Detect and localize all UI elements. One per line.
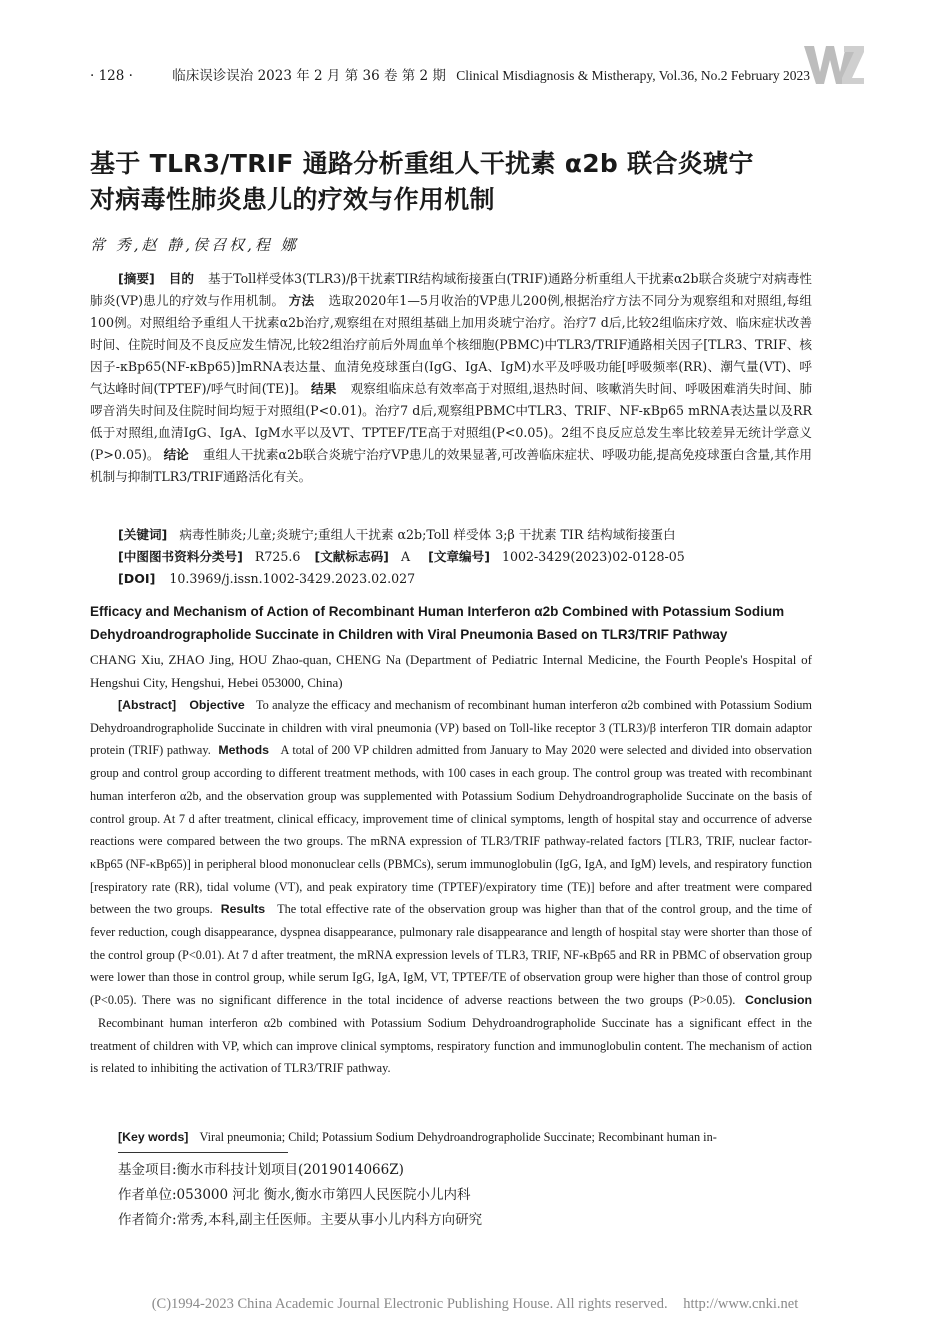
methods-text: 选取2020年1—5月收治的VP患儿200例,根据治疗方法不同分为观察组和对照组,每组100例。对照组给予重组人干扰素α2b治疗,观察组在对照组基础上加用炎琥宁治疗。治疗7 d后,比较2组临床疗效、临床症状改善时间、住院时间及不良反应发生情况,比较2组治疗前后外周血单个核细胞(PBMC)中TLR3/TRIF通路相关因子[TLR3、TRIF、核因子-κBp65(NF-κBp65)]mRNA表达量、血清免疫球蛋白(IgG、IgA、IgM)水平及呼吸功能[呼吸频率(RR)、潮气量(VT)、呼气达峰时间(TPTEF)/呼气时间(TE)]。	[90, 293, 812, 396]
journal-name-cn: 临床误诊误治 2023 年 2 月 第 36 卷 第 2 期	[172, 68, 446, 84]
footnote-bio: 作者简介:常秀,本科,副主任医师。主要从事小儿内科方向研究	[118, 1212, 483, 1228]
footnote-fund: 基金项目:衡水市科技计划项目(2019014066Z)	[118, 1162, 404, 1178]
abstract-label: [摘要]	[118, 271, 155, 286]
keywords-en-label: [Key words]	[118, 1130, 189, 1144]
authors-en: CHANG Xiu, ZHAO Jing, HOU Zhao-quan, CHENG Na (Department of Pediatric Internal Medicine, the Fourth People's Hospital of Hengshui City, Hengshui, Hebei 053000, China)	[90, 652, 812, 690]
methods-label: 方法	[288, 293, 315, 308]
article-number-value: 1002-3429(2023)02-0128-05	[501, 549, 685, 564]
methods-en-label: Methods	[218, 743, 269, 758]
running-header	[90, 64, 830, 84]
copyright-line	[0, 1296, 950, 1313]
classification-line	[118, 546, 818, 568]
abstract-en	[90, 694, 812, 1080]
cnki-link[interactable]: http://www.cnki.net	[683, 1296, 799, 1312]
keywords-en-text: Viral pneumonia; Child; Potassium Sodium Dehydroandrographolide Succinate; Recombinant human in-	[199, 1130, 717, 1144]
conclusion-label: 结论	[163, 447, 189, 462]
objective-en-label: Objective	[189, 698, 245, 712]
journal-name-en: Clinical Misdiagnosis & Mistherapy, Vol.36, No.2 February 2023	[456, 68, 810, 83]
doi-label: [DOI]	[118, 571, 156, 586]
journal-logo	[804, 42, 864, 88]
abstract-en-label: [Abstract]	[118, 698, 177, 712]
footnote-rule	[118, 1152, 288, 1153]
keywords-en	[118, 1126, 818, 1148]
article-title-en: Efficacy and Mechanism of Action of Recombinant Human Interferon α2b Combined with Potassium Sodium Dehydroandrographolide Succinate in Children with Viral Pneumonia Based on TLR3/TRIF Pathway	[90, 604, 785, 642]
results-label: 结果	[311, 381, 337, 396]
footnote-unit: 作者单位:053000 河北 衡水,衡水市第四人民医院小儿内科	[118, 1187, 471, 1203]
keywords-cn-label: [关键词]	[118, 527, 168, 542]
title-line-2: 对病毒性肺炎患儿的疗效与作用机制	[90, 185, 495, 214]
copyright-text: (C)1994-2023 China Academic Journal Electronic Publishing House. All rights reserved.	[151, 1296, 668, 1312]
page-number: · 128 ·	[90, 68, 133, 84]
objective-text: 基于Toll样受体3(TLR3)/β干扰素TIR结构域衔接蛋白(TRIF)通路分析重组人干扰素α2b联合炎琥宁对病毒性肺炎(VP)患儿的疗效与作用机制。	[90, 271, 812, 308]
results-en-text: The total effective rate of the observation group was higher than that of the control group, and the time of fever reduction, cough disappearance, dyspnea disappearance, pulmonary rale disappearance and length of hospital stay were shorter than those of the control group (P<0.01). At 7 d after treatment, the mRNA expression levels of TLR3, TRIF, NF-κBp65 and RR in PBMC of observation group were lower than those in control group, while serum IgG, IgA, IgM, VT, TPTEF/TE of observation group were higher than those of control group (P<0.05). There was no significant difference in the total incidence of adverse reactions between the two groups (P>0.05).	[90, 902, 813, 1008]
clc-value: R725.6	[254, 549, 301, 564]
article-title-cn	[90, 146, 850, 218]
objective-en-text: To analyze the efficacy and mechanism of recombinant human interferon α2b combined with Potassium Sodium Dehydroandrographolide Succinate in children with viral pneumonia (VP) based on Toll-like receptor 3 (TLR3)/β interferon TIR domain adaptor protein (TRIF) pathway.	[90, 698, 812, 758]
keywords-cn-text: 病毒性肺炎;儿童;炎琥宁;重组人干扰素 α2b;Toll 样受体 3;β 干扰素 TIR 结构域衔接蛋白	[179, 527, 676, 542]
methods-en-text: A total of 200 VP children admitted from January to May 2020 were selected and divided into observation group and control group according to different treatment methods, with 100 cases in each group. The control group was treated with recombinant human interferon α2b, and the observation group was supplemented with Potassium Sodium Dehydroandrographolide Succinate on the basis of control group. At 7 d after treatment, clinical efficacy, improvement time of clinical symptoms, length of hospital stay and occurrence of adverse reactions were compared between the two groups. The mRNA expression of TLR3/TRIF pathway-related factors [TLR3, TRIF, nuclear factor-κBp65 (NF-κBp65)] in peripheral blood mononuclear cells (PBMCs), serum immunoglobulin (IgG, IgA, and IgM) levels, and respiratory function [respiratory rate (RR), tidal volume (VT), and peak expiratory time (TPTEF)/expiratory time (TE)] before and after treatment were compared between the two groups.	[90, 743, 813, 917]
abstract-cn	[90, 268, 812, 488]
doi-value[interactable]: 10.3969/j.issn.1002-3429.2023.02.027	[169, 571, 416, 586]
title-line-1: 基于 TLR3/TRIF 通路分析重组人干扰素 α2b 联合炎琥宁	[90, 149, 754, 178]
doc-code-value: A	[400, 549, 411, 564]
conclusion-en-text: Recombinant human interferon α2b combined with Potassium Sodium Dehydroandrographolide Succinate has a significant effect in the treatment of children with VP, which can improve clinical symptoms, respiratory function and immunoglobulin content. The mechanism of action is related to inhibiting the activation of TLR3/TRIF pathway.	[90, 1015, 812, 1076]
keywords-cn	[118, 524, 818, 546]
article-number-label: [文章编号]	[428, 549, 490, 564]
results-en-label: Results	[220, 902, 266, 917]
conclusion-text: 重组人干扰素α2b联合炎琥宁治疗VP患儿的效果显著,可改善临床症状、呼吸功能,提高免疫球蛋白含量,其作用机制与抑制TLR3/TRIF通路活化有关。	[90, 447, 812, 484]
results-text: 观察组临床总有效率高于对照组,退热时间、咳嗽消失时间、呼吸困难消失时间、肺啰音消失时间及住院时间均短于对照组(P<0.01)。治疗7 d后,观察组PBMC中TLR3、TRIF、NF-κBp65 mRNA表达量以及RR低于对照组,血清IgG、IgA、IgM水平以及VT、TPTEF/TE高于对照组(P<0.05)。2组不良反应总发生率比较差异无统计学意义(P>0.05)。	[90, 381, 813, 462]
clc-label: [中图图书资料分类号]	[118, 549, 243, 564]
authors-cn: 常 秀,赵 静,侯召权,程 娜	[90, 236, 299, 254]
objective-label: 目的	[168, 271, 194, 286]
conclusion-en-label: Conclusion	[745, 993, 812, 1008]
doi-line	[118, 568, 818, 590]
doc-code-label: [文献标志码]	[314, 549, 389, 564]
